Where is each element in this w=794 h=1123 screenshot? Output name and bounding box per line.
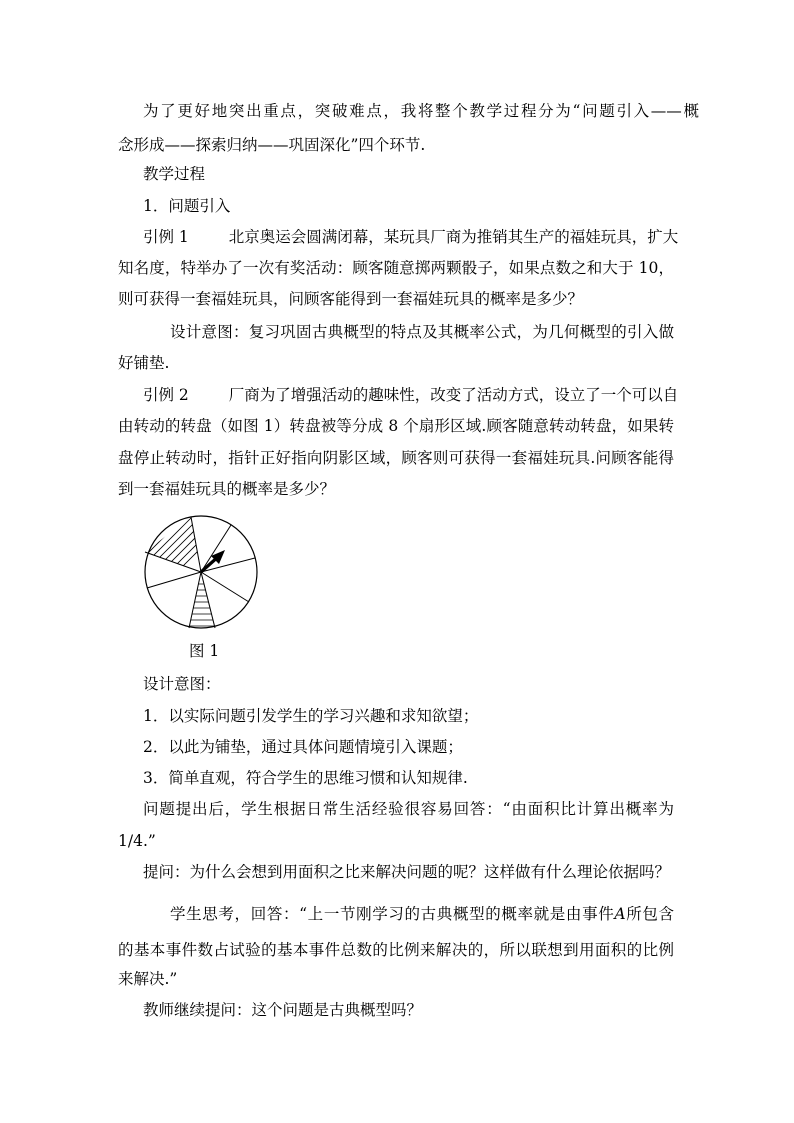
answer-line-1: 问题提出后，学生根据日常生活经验很容易回答：“由面积比计算出概率为 [143,800,674,818]
shaded-sector-upper-left [143,514,203,616]
teacher-question: 教师继续提问：这个问题是古典概型吗？ [143,1001,423,1019]
student-answer-text-b: 所包含 [625,905,674,923]
design-intent-2-item-3: 3．简单直观，符合学生的思维习惯和认知规律. [143,769,468,787]
example-1-text: 北京奥运会圆满闭幕，某玩具厂商为推销其生产的福娃玩具，扩大 [228,228,679,246]
student-answer-line-3: 来解决.” [118,970,178,988]
example-2-line-2: 由转动的转盘（如图 1）转盘被等分成 8 个扇形区域.顾客随意转动转盘，如果转 [118,417,674,435]
design-intent-2-item-2: 2．以此为铺垫，通过具体问题情境引入课题； [143,738,463,756]
question-line: 提问：为什么会想到用面积之比来解决问题的呢？这样做有什么理论依据吗？ [143,863,671,881]
example-1-line-1 [143,227,678,247]
example-2-line-1 [143,385,678,405]
example-2-line-4: 到一套福娃玩具的概率是多少？ [118,480,336,498]
example-1-line-2: 知名度，特举办了一次有奖活动：顾客随意掷两颗骰子，如果点数之和大于 10， [118,259,674,277]
intro-line-2: 念形成——探索归纳——巩固深化”四个环节. [118,136,426,154]
example-2-line-3: 盘停止转动时，指针正好指向阴影区域，顾客则可获得一套福娃玩具.问顾客能得 [118,449,674,467]
example-1-line-3: 则可获得一套福娃玩具，问顾客能得到一套福娃玩具的概率是多少？ [118,290,584,308]
event-variable: A [614,905,626,923]
student-answer-line-2: 的基本事件数占试验的基本事件总数的比例来解决的，所以联想到用面积的比例 [118,941,674,959]
example-1-label: 引例 1 [143,228,189,246]
spinner-figure [143,514,259,630]
shaded-sector-bottom [173,584,233,626]
figure-caption: 图 1 [189,642,220,660]
example-2-text: 厂商为了增强活动的趣味性，改变了活动方式，设立了一个可以自 [228,386,679,404]
answer-line-2: 1/4.” [118,832,156,850]
student-answer-line-1 [170,904,674,924]
example-2-label: 引例 2 [143,386,189,404]
heading-teaching-process: 教学过程 [143,165,206,183]
section-1-title: 1．问题引入 [143,197,231,215]
student-answer-text-a: 学生思考，回答：“上一节刚学习的古典概型的概率就是由事件 [170,905,615,923]
intro-line-1: 为了更好地突出重点，突破难点，我将整个教学过程分为“问题引入——概 [143,102,699,120]
design-intent-2-title: 设计意图： [143,675,221,693]
design-intent-1-line-2: 好铺垫. [118,354,170,372]
design-intent-1-line-1: 设计意图：复习巩固古典概型的特点及其概率公式，为几何概型的引入做 [170,323,674,341]
design-intent-2-item-1: 1．以实际问题引发学生的学习兴趣和求知欲望； [143,707,479,725]
